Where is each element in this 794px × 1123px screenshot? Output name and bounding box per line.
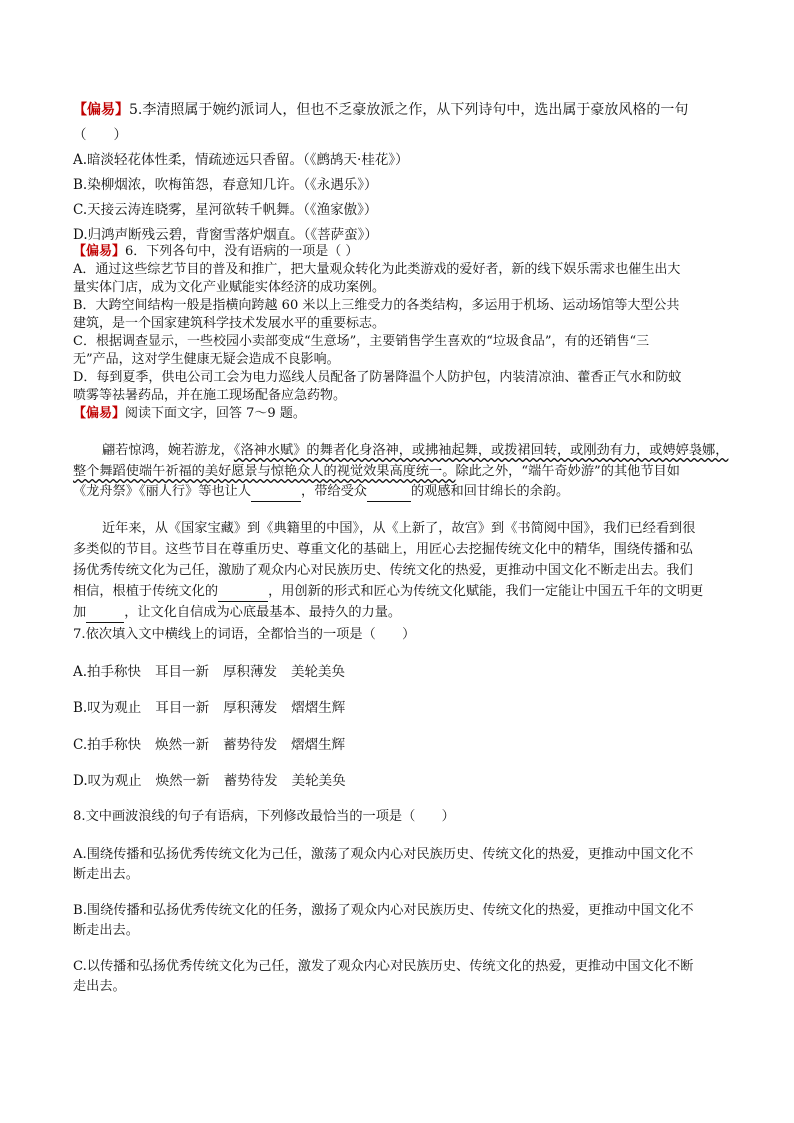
passage1-line1 (102, 442, 728, 460)
passage2-line5 (73, 604, 401, 623)
q5-option-a: A.暗淡轻花体性柔，情疏迹远只香留。（《鹧鸪天·桂花》） (73, 152, 409, 168)
fill-blank-1 (251, 483, 301, 502)
q6-option-b-line1: B．大跨空间结构一般是指横向跨越 60 米以上三维受力的各类结构，多运用于机场、运动场馆等大型公共 (73, 298, 680, 313)
passage1-line2 (73, 463, 680, 481)
fill-blank-3 (218, 583, 268, 602)
passage2-text: ，用创新的形式和匠心为传统文化赋能，我们一定能让中国五千年的文明更 (268, 584, 704, 599)
passage2-line3: 扬优秀传统文化为己任，激励了观众内心对民族历史、传统文化的热爱，更推动中国文化不断走出去。我们 (73, 563, 693, 578)
passage1-text: 的观感和回甘绵长的余韵。 (410, 484, 570, 499)
q7-option-term: C.拍手称快 (73, 737, 142, 753)
passage2-text: ，让文化自信成为心底最基本、最持久的力量。 (124, 605, 402, 620)
q8-option-c-line1: C.以传播和弘扬优秀传统文化为己任，激发了观众内心对民族历史、传统文化的热爱，更推动中国文化不断 (73, 959, 694, 974)
q7-option-term: 美轮美奂 (291, 773, 346, 789)
reading-instruction-text: 阅读下面文字，回答 7～9 题。 (125, 406, 306, 421)
passage2-text: 加 (73, 605, 87, 620)
difficulty-tag: 【偏易】 (73, 406, 126, 421)
q8-option-c-line2: 走出去。 (73, 979, 126, 994)
q6-option-d-line1: D．每到夏季，供电公司工会为电力巡线人员配备了防暑降温个人防护包，内装清凉油、藿香正气水和防蚊 (73, 370, 682, 385)
q7-option-term: 焕然一新 (155, 737, 210, 753)
q8-option-a-line1: A.围绕传播和弘扬优秀传统文化为己任，激荡了观众内心对民族历史、传统文化的热爱，更推动中国文化不 (73, 847, 694, 862)
passage1-line3 (73, 483, 569, 502)
q7-option-term: 蓄势待发 (223, 737, 278, 753)
q7-option-term: 焕然一新 (155, 773, 210, 789)
q7-option-term: 耳目一新 (155, 664, 210, 680)
passage1-text: ，带给受众 (301, 484, 367, 499)
q8-stem: 8.文中画波浪线的句子有语病，下列修改最恰当的一项是（ ） (73, 809, 455, 824)
passage2-line2: 多类似的节目。这些节目在尊重历史、尊重文化的基础上，用匠心去挖掘传统文化中的精华，围绕传播和弘 (73, 542, 693, 557)
q7-stem: 7.依次填入文中横线上的词语，全都恰当的一项是（ ） (73, 627, 416, 642)
fill-blank-4 (86, 604, 124, 623)
q6-stem (73, 243, 358, 261)
q8-option-a-line2: 断走出去。 (73, 867, 139, 882)
q6-option-b-line2: 建筑，是一个国家建筑科学技术发展水平的重要标志。 (73, 316, 386, 331)
q5-stem (73, 101, 688, 119)
q6-option-d-line2: 喷雾等祛暑药品，并在施工现场配备应急药物。 (73, 388, 347, 403)
q6-option-a-line2: 量实体门店，成为文化产业赋能实体经济的成功案例。 (73, 280, 386, 295)
q7-option-term: 耳目一新 (155, 700, 210, 716)
q7-option-term: 熠熠生辉 (291, 700, 346, 716)
q6-option-a-line1: A．通过这些综艺节目的普及和推广，把大量观众转化为此类游戏的爱好者，新的线下娱乐需求也催生出大 (73, 262, 681, 277)
passage2-line4 (73, 583, 703, 602)
q6-stem-text: 6．下列各句中，没有语病的一项是（ ） (125, 244, 359, 259)
difficulty-tag: 【偏易】 (73, 102, 129, 118)
passage1-text: 《龙舟祭》《丽人行》等也让人 (73, 484, 252, 499)
q7-option-term: A.拍手称快 (73, 664, 142, 680)
q7-option-term: D.叹为观止 (73, 773, 142, 789)
passage2-text: 相信，根植于传统文化的 (73, 584, 219, 599)
q7-option-b (73, 699, 345, 717)
reading-instruction (73, 405, 306, 423)
passage2-line1: 近年来，从《国家宝藏》到《典籍里的中国》，从《上新了，故宫》到《书简阅中国》，我们已经看到很 (102, 521, 696, 536)
q7-option-a (73, 663, 345, 681)
q7-option-c (73, 736, 345, 754)
q5-answer-paren: （ ） (73, 127, 127, 143)
q7-option-term: B.叹为观止 (73, 700, 142, 716)
q8-option-b-line2: 断走出去。 (73, 923, 139, 938)
difficulty-tag: 【偏易】 (73, 244, 126, 259)
q7-option-term: 厚积薄发 (223, 700, 278, 716)
q6-option-c-line2: 无”产品，这对学生健康无疑会造成不良影响。 (73, 352, 340, 367)
wavy-underlined-sentence: 《洛神水赋》的舞者化身洛神，或拂袖起舞，或拨裙回转，或刚劲有力，或娉婷袅娜， (233, 443, 729, 458)
q5-stem-text: 5.李清照属于婉约派词人，但也不乏豪放派之作，从下列诗句中，选出属于豪放风格的一句 (129, 102, 689, 118)
wavy-underlined-sentence: 整个舞蹈使端午祈福的美好愿景与惊艳众人的视觉效果高度统一。 (73, 464, 456, 479)
q5-option-b: B.染柳烟浓，吹梅笛怨，春意知几许。（《永遇乐》） (73, 177, 378, 193)
q5-option-d: D.归鸿声断残云碧，背窗雪落炉烟直。（《菩萨蛮》） (73, 227, 378, 243)
q8-option-b-line1: B.围绕传播和弘扬优秀传统文化的任务，激扬了观众内心对民族历史、传统文化的热爱，更推动中国文化不 (73, 903, 694, 918)
q5-option-c: C.天接云涛连晓雾，星河欲转千帆舞。（《渔家傲》） (73, 202, 378, 218)
q7-option-term: 厚积薄发 (223, 664, 278, 680)
passage1-text: 翩若惊鸿，婉若游龙， (102, 443, 234, 458)
fill-blank-2 (367, 483, 411, 502)
q7-option-term: 美轮美奂 (291, 664, 346, 680)
q7-option-d (73, 772, 346, 790)
q7-option-term: 熠熠生辉 (291, 737, 346, 753)
q6-option-c-line1: C．根据调查显示，一些校园小卖部变成“生意场”，主要销售学生喜欢的“垃圾食品”，有的还销售“三 (73, 334, 650, 349)
passage1-text: 除此之外，“端午奇妙游”的其他节目如 (455, 464, 680, 479)
q7-option-term: 蓄势待发 (223, 773, 278, 789)
